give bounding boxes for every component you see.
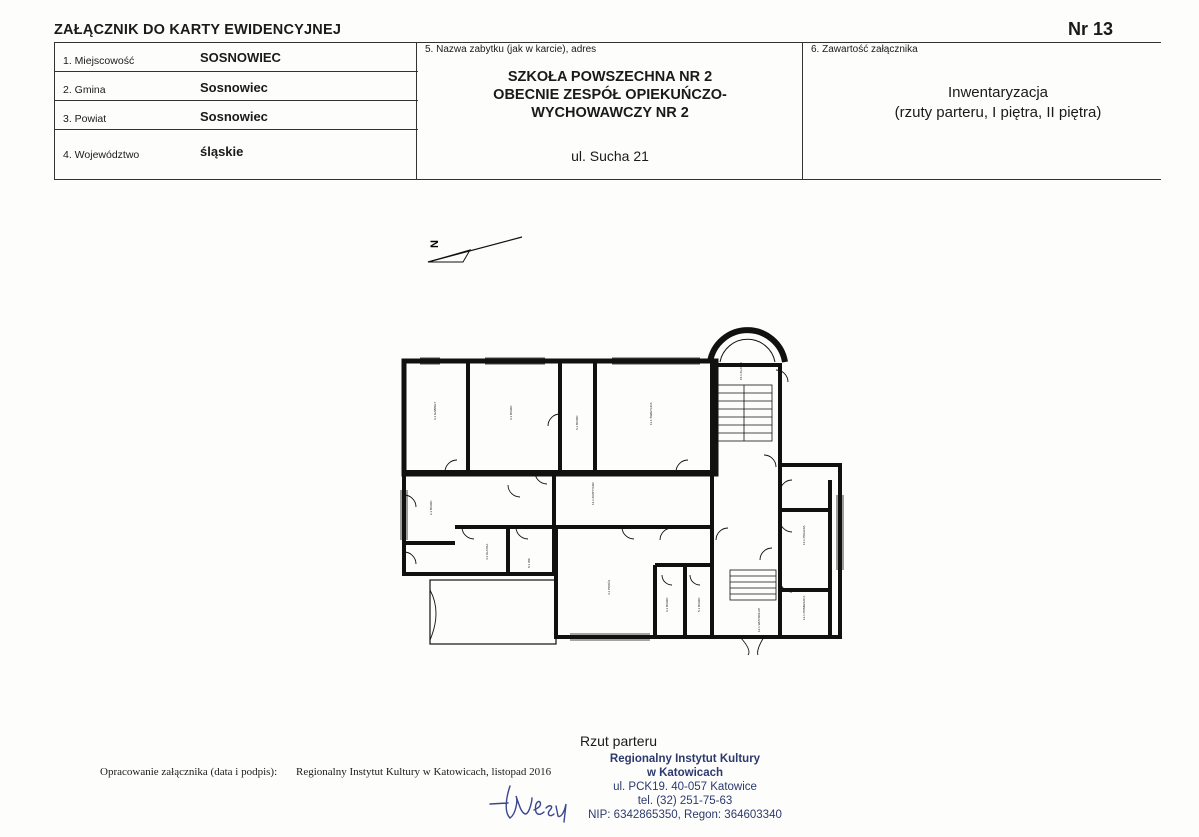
content-field-label: 6. Zawartość załącznika	[811, 44, 918, 55]
room-label: 6.1 GABINET	[433, 401, 437, 420]
room-label: 8.1 WC	[527, 557, 531, 568]
north-label: N	[429, 240, 441, 248]
monument-name	[417, 68, 803, 122]
monument-address: ul. Sucha 21	[571, 148, 649, 164]
voivodeship-label: 4. Województwo	[63, 149, 140, 161]
door-swings	[404, 370, 792, 655]
commune-value: Sosnowiec	[200, 80, 268, 95]
room-label: 5.1 BIURO	[697, 597, 701, 612]
room-label: 2.1 BIURO	[429, 500, 433, 515]
locality-label: 1. Miejscowość	[63, 55, 135, 67]
stamp-line: tel. (32) 251-75-63	[637, 795, 733, 807]
voivodeship-value: śląskie	[200, 144, 244, 159]
ground-floor-plan	[370, 225, 860, 690]
content-line: (rzuty parteru, I piętra, II piętra)	[894, 104, 1102, 121]
north-arrow	[428, 237, 522, 262]
room-label: 6.1 BIURO	[575, 415, 579, 430]
row-commune	[55, 71, 418, 100]
plan-caption: Rzut parteru	[580, 733, 658, 749]
room-label: 6.1 BIURO	[665, 597, 669, 612]
room-labels	[429, 362, 806, 632]
monument-name-line: WYCHOWAWCZY NR 2	[531, 105, 689, 121]
institution-stamp	[585, 752, 785, 822]
row-locality	[55, 42, 418, 71]
row-voivodeship	[55, 129, 418, 179]
prepared-by-label: Opracowanie załącznika (data i podpis):	[100, 766, 278, 778]
attachment-content	[803, 83, 1193, 123]
room-label: 6.1 BIURO	[509, 405, 513, 420]
monument-name-line: OBECNIE ZESPÓŁ OPIEKUŃCZO-	[493, 87, 727, 103]
stamp-line: ul. PCK19. 40-057 Katowice	[613, 781, 757, 793]
stamp-line: w Katowicach	[646, 767, 724, 779]
room-label: 13.1 POMIESZCZ.	[802, 594, 806, 620]
district-value: Sosnowiec	[200, 109, 268, 124]
row-district	[55, 100, 418, 129]
room-label: 12.1 KORYTARZ	[591, 482, 595, 505]
room-label: 13.1 PRALNIA	[802, 525, 806, 545]
interior-walls	[404, 361, 830, 637]
room-label: 15.1 KLATKA	[739, 362, 743, 380]
stamp-line: Regionalny Instytut Kultury	[609, 753, 761, 765]
location-column	[54, 42, 417, 179]
content-line: Inwentaryzacja	[947, 84, 1049, 101]
monument-name-line: SZKOŁA POWSZECHNA NR 2	[507, 69, 713, 85]
room-label: 4.1 KLATKA	[485, 543, 489, 560]
commune-label: 2. Gmina	[63, 84, 106, 96]
attachment-title: ZAŁĄCZNIK DO KARTY EWIDENCYJNEJ	[54, 22, 342, 38]
prepared-by-value: Regionalny Instytut Kultury w Katowicach, listopad 2016	[296, 766, 552, 778]
monument-column	[417, 42, 803, 179]
district-label: 3. Powiat	[63, 113, 107, 125]
staircases	[716, 385, 776, 600]
handwritten-signature	[488, 778, 578, 823]
stamp-line: NIP: 6342865350, Regon: 364603340	[588, 809, 782, 821]
attachment-content-column	[803, 42, 1161, 179]
monument-field-label: 5. Nazwa zabytku (jak w karcie), adres	[425, 44, 597, 55]
room-label: 4.1 POKÓJ	[607, 579, 611, 595]
attachment-number: Nr 13	[1068, 19, 1114, 39]
record-card-table	[54, 42, 1161, 180]
room-label: 11.1 ŚWIETLICA	[649, 402, 653, 425]
locality-value: SOSNOWIEC	[200, 50, 281, 65]
room-label: 12.1 WIATROŁAP	[757, 607, 761, 632]
